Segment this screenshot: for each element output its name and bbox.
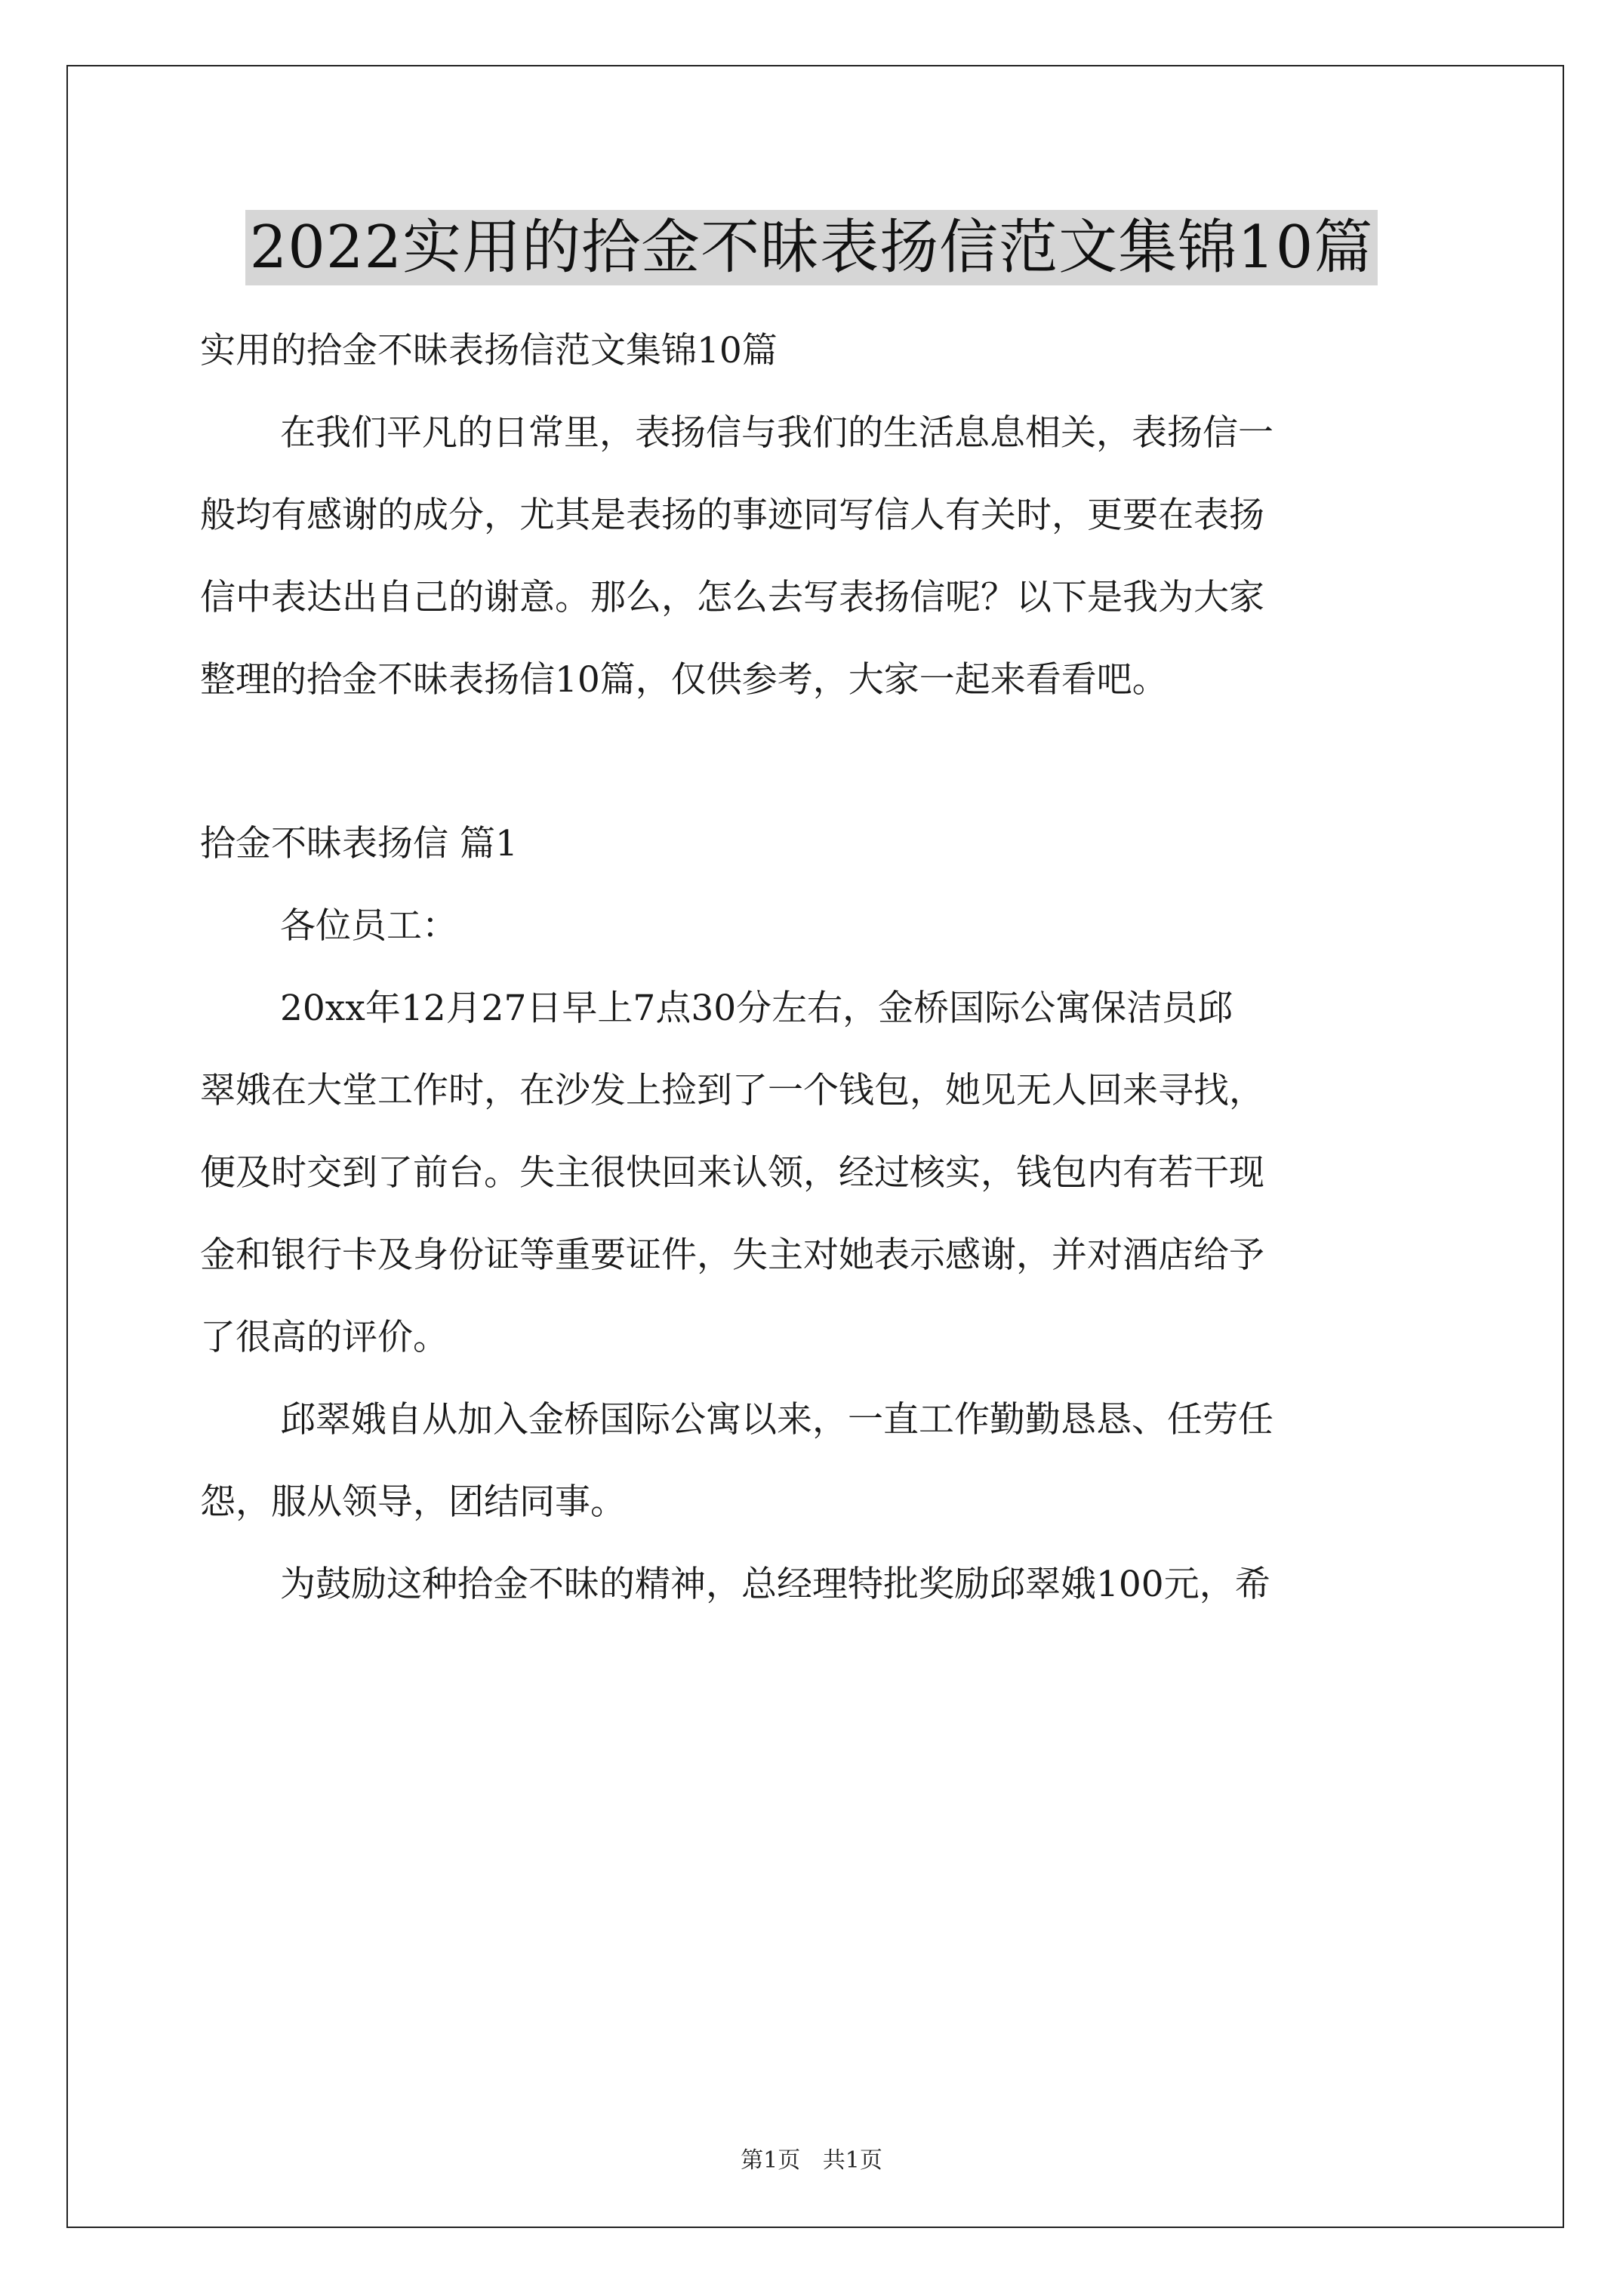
page-number: 第1页 <box>741 2147 801 2174</box>
paragraph-line: 20xx年12月27日早上7点30分左右，金桥国际公寓保洁员邱 <box>280 988 1233 1029</box>
intro-line: 信中表达出自己的谢意。那么，怎么去写表扬信呢？以下是我为大家 <box>200 577 1264 618</box>
salutation: 各位员工： <box>280 905 457 947</box>
paragraph-line: 邱翠娥自从加入金桥国际公寓以来，一直工作勤勤恳恳、任劳任 <box>280 1399 1273 1441</box>
intro-line: 在我们平凡的日常里，表扬信与我们的生活息息相关，表扬信一 <box>280 412 1273 454</box>
paragraph-line: 翠娥在大堂工作时，在沙发上捡到了一个钱包，她见无人回来寻找， <box>200 1070 1264 1111</box>
document-body <box>200 310 1438 1626</box>
page-footer <box>0 2141 1623 2174</box>
document-subtitle: 实用的拾金不昧表扬信范文集锦10篇 <box>200 330 778 371</box>
paragraph-line: 了很高的评价。 <box>200 1317 448 1358</box>
paragraph-line: 金和银行卡及身份证等重要证件，失主对她表示感谢，并对酒店给予 <box>200 1234 1264 1276</box>
section-heading: 拾金不昧表扬信 篇1 <box>200 823 518 864</box>
title-wrap <box>0 210 1623 285</box>
document-title: 2022实用的拾金不昧表扬信范文集锦10篇 <box>245 210 1378 285</box>
intro-line: 整理的拾金不昧表扬信10篇，仅供参考，大家一起来看看吧。 <box>200 659 1168 701</box>
paragraph-line: 便及时交到了前台。失主很快回来认领，经过核实，钱包内有若干现 <box>200 1152 1264 1194</box>
paragraph-line: 为鼓励这种拾金不昧的精神，总经理特批奖励邱翠娥100元，希 <box>280 1564 1270 1605</box>
page-total: 共1页 <box>822 2147 882 2174</box>
paragraph-line: 怨，服从领导，团结同事。 <box>200 1481 626 1523</box>
intro-line: 般均有感谢的成分，尤其是表扬的事迹同写信人有关时，更要在表扬 <box>200 495 1264 536</box>
